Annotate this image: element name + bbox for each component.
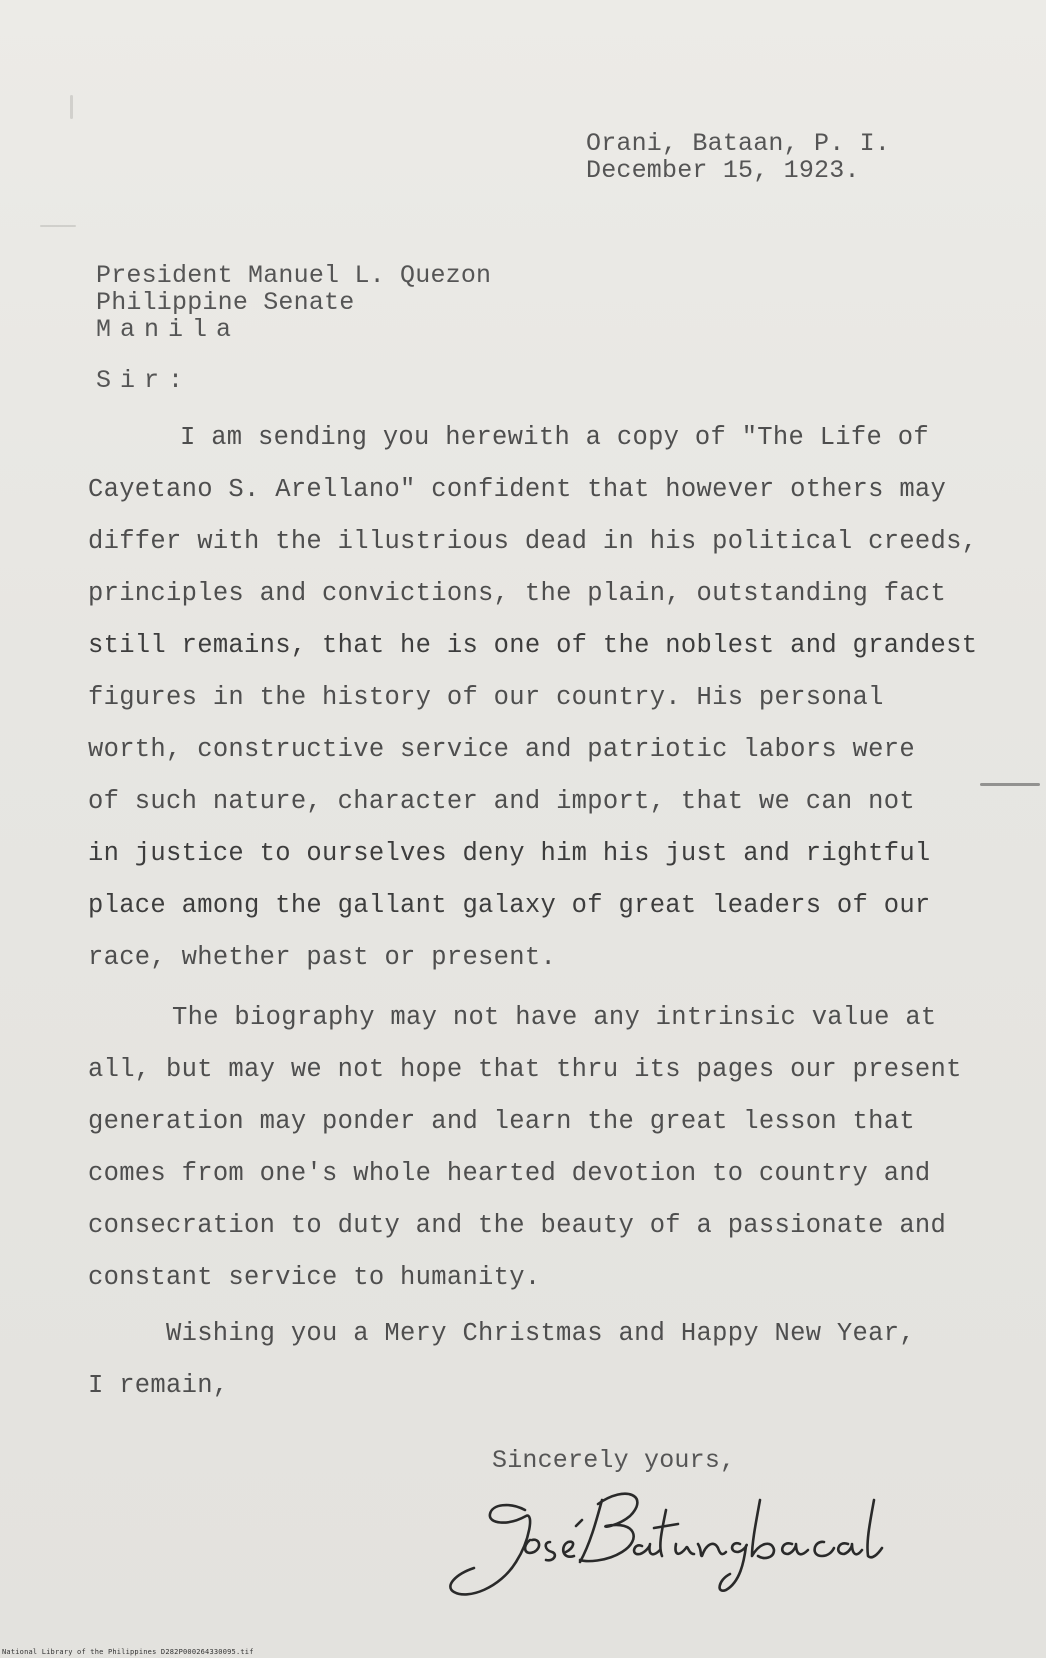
paragraph-line: Cayetano S. Arellano" confident that however others may — [88, 475, 947, 504]
paragraph-line: all, but may we not hope that thru its pages our present — [88, 1055, 962, 1084]
scan-mark — [980, 783, 1040, 786]
paragraph-line: still remains, that he is one of the noblest and grandest — [88, 631, 978, 660]
paragraph-line: in justice to ourselves deny him his just and rightful — [88, 839, 931, 868]
scan-mark — [70, 95, 73, 119]
closing-remain: I remain, — [88, 1371, 229, 1400]
recipient-name: President Manuel L. Quezon — [96, 261, 492, 290]
paragraph-line: of such nature, character and import, that we can not — [88, 787, 915, 816]
paragraph-line: constant service to humanity. — [88, 1263, 541, 1292]
paragraph-line: I am sending you herewith a copy of "The Life of — [180, 423, 929, 452]
salutation: Sir: — [96, 366, 193, 395]
paragraph-line: consecration to duty and the beauty of a passionate and — [88, 1211, 947, 1240]
archive-caption: National Library of the Philippines D282P000264330095.tif — [2, 1648, 254, 1656]
letter-date: December 15, 1923. — [586, 156, 860, 185]
recipient-city: Manila — [96, 315, 241, 344]
letter-place: Orani, Bataan, P. I. — [586, 129, 891, 158]
paragraph-line: race, whether past or present. — [88, 943, 557, 972]
paragraph-line: generation may ponder and learn the great lesson that — [88, 1107, 915, 1136]
paragraph-line: figures in the history of our country. His personal — [88, 683, 884, 712]
paragraph-line: differ with the illustrious dead in his political creeds, — [88, 527, 978, 556]
paragraph-line: The biography may not have any intrinsic value at — [172, 1003, 937, 1032]
recipient-organization: Philippine Senate — [96, 288, 355, 317]
handwritten-signature — [430, 1470, 890, 1610]
paragraph-line: comes from one's whole hearted devotion to country and — [88, 1159, 931, 1188]
paragraph-line: principles and convictions, the plain, outstanding fact — [88, 579, 947, 608]
paragraph-line: worth, constructive service and patriotic labors were — [88, 735, 915, 764]
closing-wish: Wishing you a Mery Christmas and Happy New Year, — [166, 1319, 915, 1348]
sign-off: Sincerely yours, — [492, 1446, 736, 1475]
scan-mark — [40, 225, 76, 227]
paragraph-line: place among the gallant galaxy of great leaders of our — [88, 891, 931, 920]
